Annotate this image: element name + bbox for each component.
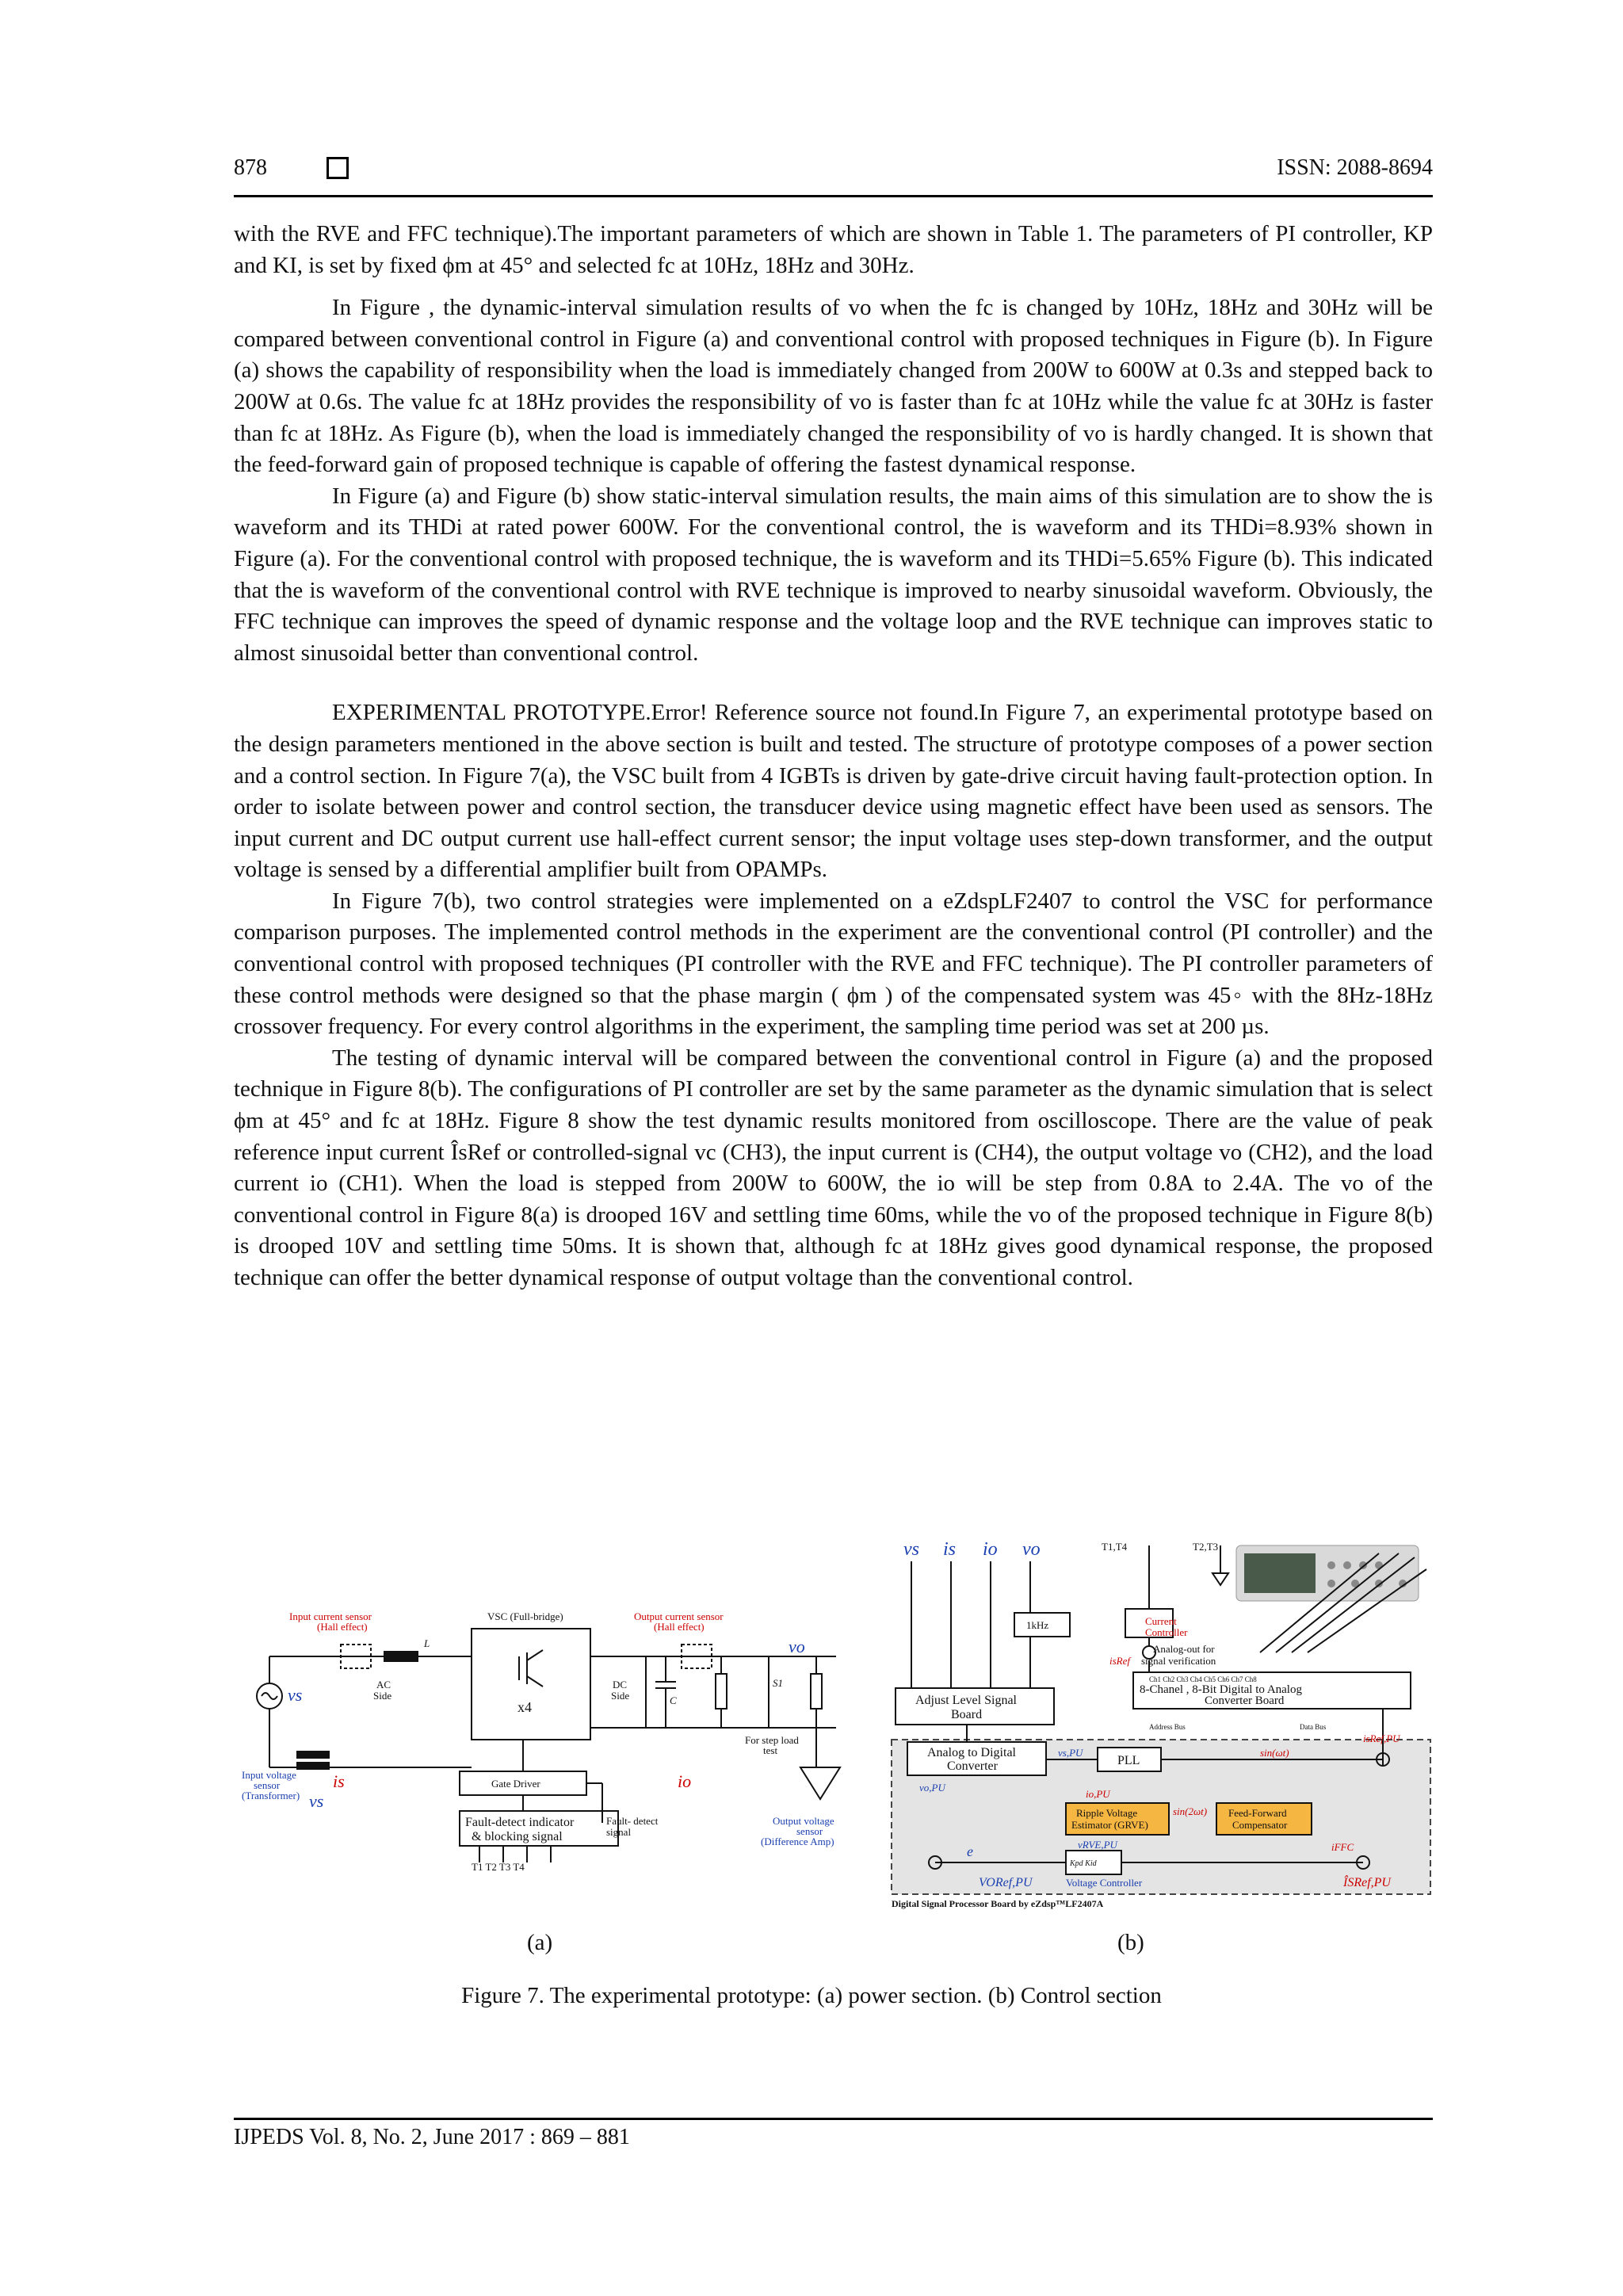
ctrl-vo-label: vo — [1022, 1539, 1041, 1560]
paragraph-1: with the RVE and FFC technique).The important parameters of which are shown in Table 1. The parameters of PI controller, KP and KI, is set by fixed ϕm at 45° and selected fc at 10Hz, 18Hz and 30Hz. — [234, 221, 1433, 278]
voltage-controller-label: Voltage Controller — [1066, 1877, 1143, 1889]
data-bus-label: Data Bus — [1300, 1723, 1327, 1731]
t23-label: T2,T3 — [1193, 1541, 1219, 1553]
analog-out-label: Analog-out for — [1153, 1643, 1215, 1655]
address-bus-label: Address Bus — [1149, 1723, 1186, 1731]
capacitor-label: C — [670, 1694, 677, 1706]
diff-amp-label: (Difference Amp) — [761, 1836, 834, 1847]
paragraph-2: In Figure , the dynamic-interval simulation results of vo when the fc is changed by 10Hz, 18Hz and 30Hz will be compared between conventional control in Figure (a) and conventional control with proposed techniques in Figure (b). In Figure (a) shows the capability of responsibility when the load is immediately changed from 200W to 600W at 0.3s and stepped back to 200W at 0.6s. The value fc at 18Hz provides the responsibility of vo is faster than fc at 10Hz while the value fc at 30Hz is faster than fc at 18Hz. As Figure (b), when the load is immediately changed the responsibility of vo is hardly changed. It is shown that the feed-forward gain of proposed technique is capable of offering the fastest dynamical response. — [234, 295, 1433, 478]
input-voltage-sensor-label-2: sensor — [254, 1779, 281, 1791]
output-voltage-sensor-label-2: sensor — [796, 1825, 823, 1837]
adc-label-2: Converter — [947, 1759, 998, 1773]
vs-pu-label: vs,PU — [1058, 1747, 1083, 1759]
ac-side-label: AC — [376, 1679, 391, 1690]
step-load-label: For step load — [745, 1734, 799, 1746]
adc-label: Analog to Digital — [927, 1746, 1016, 1759]
ctrl-vs-label: vs — [903, 1539, 919, 1560]
input-voltage-sensor-label: Input voltage — [242, 1769, 296, 1781]
ctrl-is-label: is — [943, 1539, 957, 1560]
fault-block-label-2: & blocking signal — [472, 1830, 563, 1843]
io-label: io — [678, 1771, 692, 1791]
control-section-diagram — [888, 1538, 1434, 1910]
body-text — [234, 219, 1433, 1294]
vo-label: vo — [789, 1637, 805, 1656]
ffc-label: Feed-Forward — [1228, 1807, 1287, 1819]
fault-block-label: Fault-detect indicator — [465, 1816, 575, 1829]
vs-label: vs — [288, 1685, 303, 1705]
paragraph-6: The testing of dynamic interval will be compared between the conventional control in Figure (a) and the proposed technique in Figure 8(b). The configurations of PI controller are set by the same parameter as the dynamic simulation that is select ϕm at 45° and fc at 18Hz. Figure 8 show the test dynamic results monitored from oscilloscope. There are the value of peak reference input current ÎsRef or controlled-signal vc (CH3), the input current is (CH4), the output voltage vo (CH2), and the load current io (CH1). When the load is stepped from 200W to 600W, the io will be step from 0.8A to 2.4A. The vo of the conventional control in Figure 8(a) is drooped 16V and settling time 60ms, while the vo of the proposed technique in Figure 8(b) is drooped 10V and settling time 50ms. It is shown that, although fc at 18Hz gives good dynamical response, the proposed technique can offer the better dynamical response of output voltage than the conventional control. — [234, 1045, 1433, 1290]
dsp-board-label: Digital Signal Processor Board by eZdsp™LF2407A — [892, 1898, 1104, 1909]
t14-label: T1,T4 — [1102, 1541, 1128, 1553]
sin2wt-label: sin(2ωt) — [1173, 1805, 1208, 1817]
dac-label: 8-Chanel , 8-Bit Digital to Analog — [1140, 1683, 1302, 1696]
dc-side-label: DC — [613, 1679, 628, 1690]
paragraph-5: In Figure 7(b), two control strategies were implemented on a eZdspLF2407 to control the VSC for performance comparison purposes. The implemented control methods in the experiment are the conventional control (PI controller) and the conventional control with proposed techniques (PI controller with the RVE and FFC technique). The PI controller parameters of these control methods were designed so that the phase margin ( ϕm ) of the compensated system was 45◦ with the 8Hz-18Hz crossover frequency. For every control algorithms in the experiment, the sampling time period was set at 200 µs. — [234, 888, 1433, 1040]
switch-label: S1 — [773, 1677, 783, 1689]
fault-signal-label: Fault- detect — [606, 1815, 659, 1827]
page-header — [234, 155, 1433, 197]
paragraph-4: EXPERIMENTAL PROTOTYPE.Error! Reference source not found.In Figure 7, an experimental prototype based on the design parameters mentioned in the above section is built and tested. The structure of prototype composes of a power section and a control section. In Figure 7(a), the VSC built from 4 IGBTs is driven by gate-drive circuit having fault-protection option. In order to isolate between power and control section, the transducer device using magnetic effect have been used as sensors. The input current and DC output current use hall-effect current sensor; the input voltage uses step-down transformer, and the output voltage is sensed by a differential amplifier built from OPAMPs. — [234, 700, 1433, 883]
channels-label: Ch1 Ch2 Ch3 Ch4 Ch5 Ch6 Ch7 Ch8 — [1149, 1675, 1257, 1683]
vrve-label: vRVE,PU — [1078, 1839, 1117, 1851]
voref-label: VORef,PU — [979, 1876, 1033, 1889]
power-section-diagram — [234, 1609, 860, 1870]
output-voltage-sensor-label: Output voltage — [773, 1815, 834, 1827]
isref-label: isRef — [1109, 1655, 1130, 1667]
e-label: e — [967, 1843, 973, 1859]
vs-label-2: vs — [309, 1791, 324, 1811]
isref-pu-label: isRef,PU — [1363, 1733, 1400, 1744]
is-label: is — [333, 1771, 345, 1791]
inductor-label: L — [424, 1637, 430, 1649]
io-pu-label: io,PU — [1086, 1788, 1110, 1800]
vo-pu-label: vo,PU — [919, 1782, 945, 1794]
figure-7 — [234, 1538, 1433, 1962]
adjust-label: Adjust Level Signal — [915, 1694, 1017, 1707]
vsc-label: VSC (Full-bridge) — [487, 1610, 563, 1622]
sinwt-label: sin(ωt) — [1260, 1747, 1289, 1759]
dac-label-2: Converter Board — [1205, 1694, 1285, 1707]
current-controller-label-2: Controller — [1145, 1626, 1188, 1638]
dc-side-label-2: Side — [611, 1690, 630, 1702]
fault-signal-label-2: signal — [606, 1826, 632, 1838]
figure-caption: Figure 7. The experimental prototype: (a) power section. (b) Control section — [461, 1983, 1162, 2008]
figure-label-b: (b) — [1117, 1930, 1144, 1955]
hall-effect-label-2: (Hall effect) — [654, 1621, 705, 1633]
paragraph-3: In Figure (a) and Figure (b) show static-interval simulation results, the main aims of this simulation are to show the is waveform and its THDi at rated power 600W. For the conventional control, the is waveform and its THDi=8.93% shown in Figure (a). For the conventional control with proposed technique, the is waveform and its THDi=5.65% Figure (b). This indicated that the is waveform of the conventional control with RVE technique is improved to nearby sinusoidal waveform. Obviously, the FFC technique can improves the speed of dynamic response and the voltage loop and the RVE technique can improves static to almost sinusoidal better than conventional control. — [234, 483, 1433, 666]
transformer-label: (Transformer) — [242, 1790, 300, 1801]
input-current-sensor-label: Input current sensor — [289, 1610, 372, 1622]
t-labels: T1 T2 T3 T4 — [472, 1861, 525, 1870]
x4-label: x4 — [517, 1699, 532, 1715]
ffc-label-2: Compensator — [1232, 1819, 1288, 1831]
checkbox-glyph-icon — [327, 157, 349, 179]
rve-label-2: Estimator (GRVE) — [1071, 1819, 1148, 1831]
page-footer: IJPEDS Vol. 8, No. 2, June 2017 : 869 – 881 — [234, 2118, 1433, 2150]
page-number: 878 — [234, 155, 267, 180]
hall-effect-label-1: (Hall effect) — [317, 1621, 368, 1633]
rve-label: Ripple Voltage — [1076, 1807, 1138, 1819]
issn: ISSN: 2088-8694 — [1277, 155, 1433, 180]
one-khz-label: 1kHz — [1026, 1619, 1049, 1631]
adjust-label-2: Board — [951, 1708, 983, 1721]
ac-side-label-2: Side — [373, 1690, 392, 1702]
ctrl-io-label: io — [983, 1539, 998, 1560]
gate-driver-label: Gate Driver — [491, 1778, 540, 1790]
kpv-label: Kpd Kid — [1070, 1859, 1097, 1868]
output-current-sensor-label: Output current sensor — [634, 1610, 724, 1622]
figure-label-a: (a) — [527, 1930, 553, 1955]
current-controller-label: Current — [1145, 1615, 1177, 1627]
pll-label: PLL — [1117, 1754, 1140, 1767]
analog-out-label-2: signal verification — [1141, 1655, 1216, 1667]
step-load-label-2: test — [763, 1744, 778, 1756]
isref-hat-label: ÎSRef,PU — [1343, 1876, 1391, 1889]
iffc-label: iFFC — [1331, 1841, 1354, 1853]
